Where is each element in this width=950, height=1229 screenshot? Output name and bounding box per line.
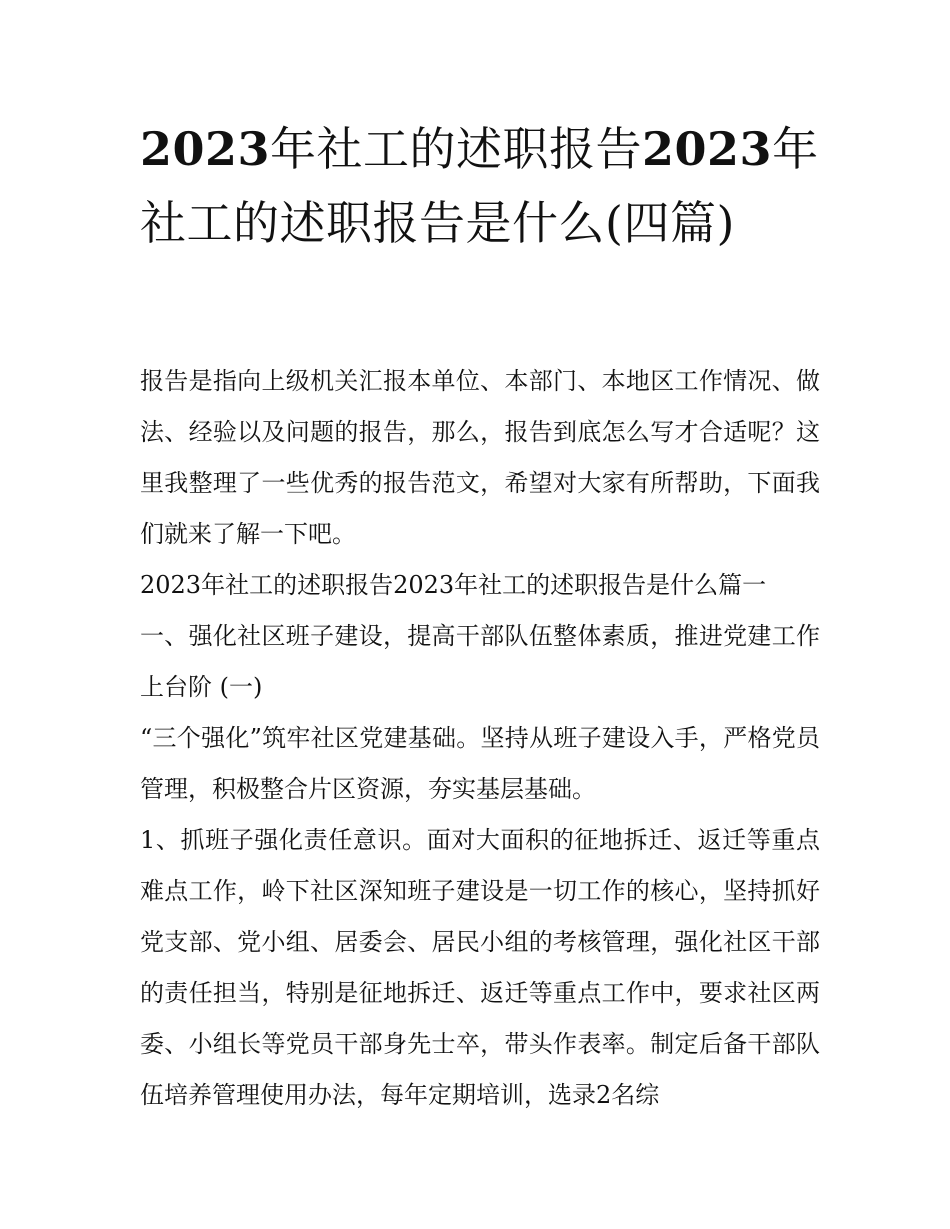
section-heading: 2023年社工的述职报告2023年社工的述职报告是什么篇一 [140, 571, 767, 599]
body-paragraph: 1、抓班子强化责任意识。面对大面积的征地拆迁、返迁等重点难点工作，岭下社区深知班子建设是一切工作的核心，坚持抓好党支部、党小组、居委会、居民小组的考核管理，强化社区干部的责任担当，特别是征地拆迁、返迁等重点工作中，要求社区两委、小组长等党员干部身先士卒，带头作表率。制定后备干部队伍培养管理使用办法，每年定期培训，选录2名综 [140, 826, 820, 1109]
document-body [140, 356, 820, 1121]
intro-paragraph: 报告是指向上级机关汇报本单位、本部门、本地区工作情况、做法、经验以及问题的报告，那么，报告到底怎么写才合适呢？这里我整理了一些优秀的报告范文，希望对大家有所帮助，下面我们就来了解一下吧。 [140, 367, 820, 548]
subsection-heading: 一、强化社区班子建设，提高干部队伍整体素质，推进党建工作上台阶 (一) [140, 622, 820, 701]
body-paragraph: “三个强化”筑牢社区党建基础。坚持从班子建设入手，严格党员管理，积极整合片区资源，夯实基层基础。 [140, 724, 820, 803]
document-title: 2023年社工的述职报告2023年社工的述职报告是什么(四篇) [140, 122, 819, 250]
